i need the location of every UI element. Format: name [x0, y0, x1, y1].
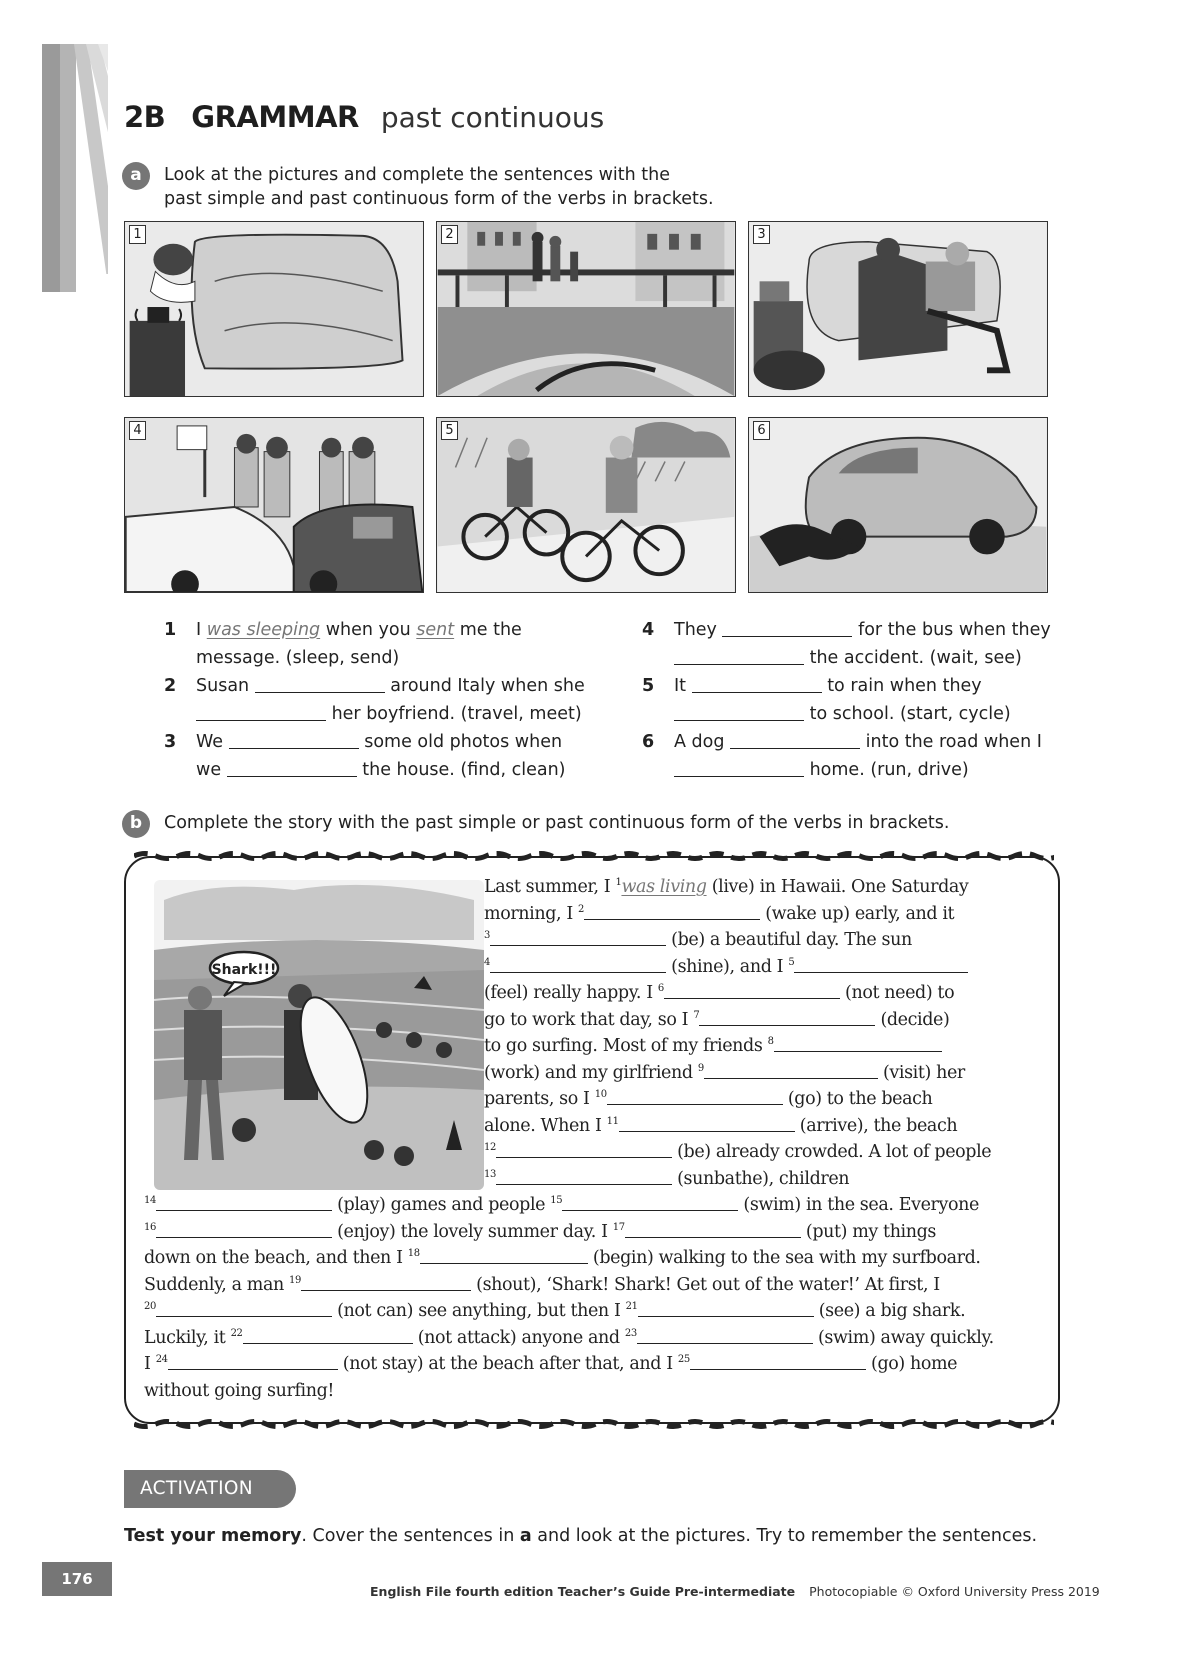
picture-2-venice: 2 [436, 221, 736, 397]
speech-bubble-text: Shark!!! [211, 962, 277, 978]
decorative-rays [42, 44, 108, 292]
answer-blank[interactable] [196, 703, 326, 721]
footer-copyright: Photocopiable © Oxford University Press 2019 [809, 1584, 1100, 1599]
answer-blank[interactable] [255, 675, 385, 693]
footer-book-title: English File fourth edition Teacher’s Guide Pre-intermediate [370, 1584, 796, 1599]
story-blank-10[interactable] [607, 1089, 783, 1105]
answer-blank[interactable] [227, 759, 357, 777]
picture-6-car-dog: 6 [748, 417, 1048, 593]
story-blank-17[interactable] [625, 1222, 801, 1238]
story-blank-6[interactable] [664, 983, 840, 999]
activation-instruction: Test your memory. Cover the sentences in a and look at the pictures. Try to remember the sentences. [124, 1526, 1038, 1546]
story-blank-23[interactable] [637, 1328, 813, 1344]
section-title: GRAMMAR [191, 100, 359, 134]
car-illustration [749, 418, 1047, 592]
picture-1-sleeping: 1 [124, 221, 424, 397]
story-blank-9[interactable] [704, 1063, 878, 1079]
story-blank-4[interactable] [490, 957, 666, 973]
exercise-b-instruction: Complete the story with the past simple or past continuous form of the verbs in brackets. [164, 813, 950, 833]
exercise-b-badge: b [122, 810, 150, 838]
sentence-3: 3 We some old photos when we the house. (find, clean) [164, 732, 566, 780]
story-blank-3[interactable] [490, 930, 666, 946]
bicycles-illustration [437, 418, 735, 592]
story-blank-12[interactable] [496, 1142, 672, 1158]
sentence-1: 1 I was sleeping when you sent me the message. (sleep, send) [164, 620, 522, 668]
bridge-illustration [437, 222, 735, 396]
sofa-illustration [749, 222, 1047, 396]
story-text: Last summer, I $^1$was living (live) in Hawaii. One Saturday morning, I $^2$ (wake up) early, and it $^3$ (be) a beautiful day. The sun $^4$ (shine), and I $^5$ (feel) really happy. I $^6$ (not need) to go to work that day, so I $^7$ (decide) to go surfing. Most of my friends $^8$ (work) and my girlfriend $^9$ (visit) her parents, so I $^{10}$ (go) to the beach alone. When I $^{11}$ (arrive), the beach $^{12}$ (be) already crowded. A lot of people $^{13}$ (sunbathe), children [484, 877, 992, 1189]
story-blank-24[interactable] [168, 1354, 338, 1370]
story-blank-8[interactable] [774, 1036, 942, 1052]
picture-3-living-room: 3 [748, 221, 1048, 397]
sentence-4: 4 They for the bus when they the accident. (wait, see) [642, 620, 1051, 668]
story-blank-15[interactable] [562, 1195, 738, 1211]
page-number: 176 [42, 1562, 112, 1596]
bus-stop-illustration [125, 418, 423, 592]
beach-illustration [154, 880, 484, 1190]
answer-blank[interactable] [730, 731, 860, 749]
bed-illustration [125, 222, 423, 396]
answer-example: sent [416, 620, 455, 640]
story-box [124, 856, 1060, 1424]
answer-blank[interactable] [674, 647, 804, 665]
story-blank-18[interactable] [420, 1248, 588, 1264]
sentence-2: 2 Susan around Italy when she her boyfriend. (travel, meet) [164, 676, 585, 724]
picture-5-cycling: 5 [436, 417, 736, 593]
activation-label: ACTIVATION [124, 1470, 296, 1508]
answer-blank[interactable] [674, 759, 804, 777]
answer-example: was sleeping [206, 620, 321, 640]
story-blank-21[interactable] [638, 1301, 814, 1317]
answer-blank[interactable] [229, 731, 359, 749]
story-blank-16[interactable] [156, 1222, 332, 1238]
unit-number: 2B [124, 100, 166, 134]
story-blank-14[interactable] [156, 1195, 332, 1211]
picture-4-accident: 4 [124, 417, 424, 593]
footer [370, 1584, 1100, 1599]
page-header [124, 100, 604, 140]
story-answer-example: was living [621, 877, 707, 897]
exercise-a-badge: a [122, 162, 150, 190]
answer-blank[interactable] [674, 703, 804, 721]
story-blank-7[interactable] [699, 1010, 875, 1026]
sentence-6: 6 A dog into the road when I home. (run, drive) [642, 732, 1042, 780]
story-text-continued: $^{14}$ (play) games and people $^{15}$ (swim) in the sea. Everyone $^{16}$ (enjoy) the lovely summer day. I $^{17}$ (put) my things down on the beach, and then I $^{18}$ (begin) walking to the sea with my surfboard. Suddenly, a man $^{19}$ (shout), ‘Shark! Shark! Get out of the water!’ At first, I $^{20}$ (not can) see anything, but then I $^{21}$ (see) a big shark. Luckily, it $^{22}$ (not attack) anyone and $^{23}$ (swim) away quickly. I $^{24}$ (not stay) at the beach after that, and I $^{25}$ (go) home without going surfing! [144, 1195, 994, 1401]
wave-border-bottom [134, 1419, 1054, 1429]
exercise-a-instruction: Look at the pictures and complete the sentences with the past simple and past continuous form of the verbs in brackets. [164, 165, 714, 209]
story-blank-13[interactable] [496, 1169, 672, 1185]
topic-title: past continuous [380, 101, 605, 134]
answer-blank[interactable] [722, 619, 852, 637]
answer-blank[interactable] [692, 675, 822, 693]
story-blank-11[interactable] [619, 1116, 795, 1132]
story-blank-22[interactable] [243, 1328, 413, 1344]
story-blank-25[interactable] [690, 1354, 866, 1370]
story-blank-5[interactable] [794, 957, 968, 973]
story-blank-2[interactable] [584, 904, 760, 920]
sentence-5: 5 It to rain when they to school. (start, cycle) [642, 676, 1011, 724]
story-blank-20[interactable] [156, 1301, 332, 1317]
story-blank-19[interactable] [301, 1275, 471, 1291]
wave-border-top [134, 851, 1054, 861]
